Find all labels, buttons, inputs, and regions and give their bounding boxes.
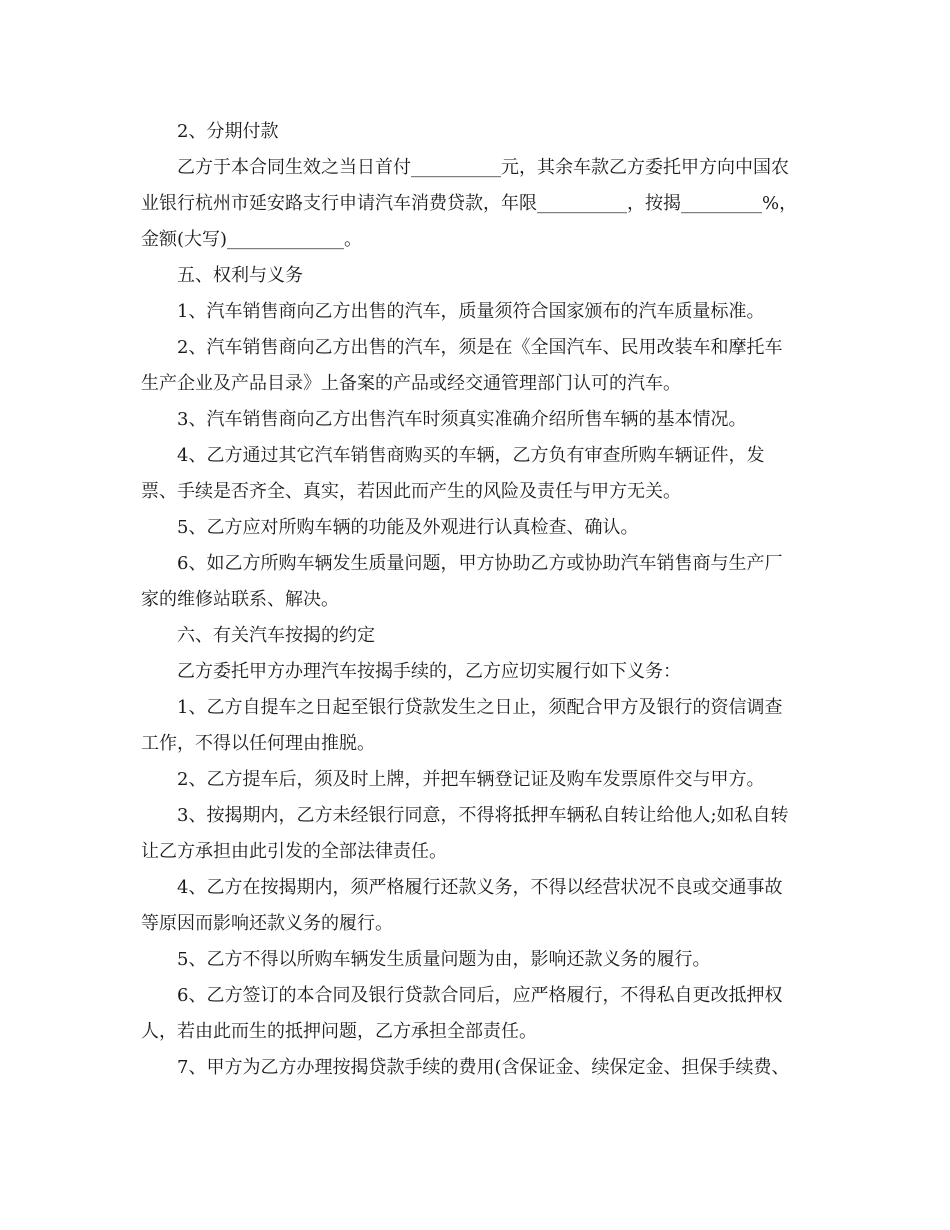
paragraph <box>141 1050 813 1086</box>
text-line: 5、乙方应对所购车辆的功能及外观进行认真检查、确认。 <box>177 517 639 538</box>
text-line: 3、按揭期内，乙方未经银行同意，不得将抵押车辆私自转让给他人;如私自转 <box>177 805 789 826</box>
paragraph <box>141 762 813 798</box>
paragraph <box>141 690 813 762</box>
paragraph <box>141 330 813 402</box>
text-line: 2、汽车销售商向乙方出售的汽车，须是在《全国汽车、民用改装车和摩托车 <box>177 337 783 358</box>
text-line: 六、有关汽车按揭的约定 <box>177 625 375 646</box>
paragraph <box>141 654 813 690</box>
text-line: 1、汽车销售商向乙方出售的汽车，质量须符合国家颁布的汽车质量标准。 <box>177 301 765 322</box>
paragraph <box>141 294 813 330</box>
paragraph <box>141 618 813 654</box>
paragraph <box>141 798 813 870</box>
text-line: 让乙方承担由此引发的全部法律责任。 <box>141 841 447 862</box>
text-line: 人，若由此而生的抵押问题，乙方承担全部责任。 <box>141 1021 537 1042</box>
paragraph <box>141 150 813 258</box>
text-line: 乙方委托甲方办理汽车按揭手续的，乙方应切实履行如下义务： <box>177 661 681 682</box>
paragraph <box>141 114 813 150</box>
paragraph <box>141 510 813 546</box>
text-line: 4、乙方通过其它汽车销售商购买的车辆，乙方负有审查所购车辆证件，发 <box>177 445 765 466</box>
text-line: 7、甲方为乙方办理按揭贷款手续的费用(含保证金、续保定金、担保手续费、 <box>177 1057 790 1078</box>
text-line: 3、汽车销售商向乙方出售汽车时须真实准确介绍所售车辆的基本情况。 <box>177 409 747 430</box>
text-line: 票、手续是否齐全、真实，若因此而产生的风险及责任与甲方无关。 <box>141 481 681 502</box>
text-line: 工作，不得以任何理由推脱。 <box>141 733 375 754</box>
text-line: 等原因而影响还款义务的履行。 <box>141 913 393 934</box>
paragraph <box>141 942 813 978</box>
paragraph <box>141 546 813 618</box>
paragraph <box>141 978 813 1050</box>
text-line: 2、乙方提车后，须及时上牌，并把车辆登记证及购车发票原件交与甲方。 <box>177 769 765 790</box>
paragraph <box>141 258 813 294</box>
text-line: 2、分期付款 <box>177 121 279 142</box>
text-line: 生产企业及产品目录》上备案的产品或经交通管理部门认可的汽车。 <box>141 373 681 394</box>
paragraph <box>141 402 813 438</box>
paragraph <box>141 870 813 942</box>
text-line: 1、乙方自提车之日起至银行贷款发生之日止，须配合甲方及银行的资信调查 <box>177 697 783 718</box>
text-line: 乙方于本合同生效之当日首付__________元，其余车款乙方委托甲方向中国农 <box>177 157 789 178</box>
text-line: 业银行杭州市延安路支行申请汽车消费贷款，年限__________，按揭_________%， <box>141 193 798 214</box>
text-line: 4、乙方在按揭期内，须严格履行还款义务，不得以经营状况不良或交通事故 <box>177 877 783 898</box>
text-line: 家的维修站联系、解决。 <box>141 589 339 610</box>
text-line: 5、乙方不得以所购车辆发生质量问题为由，影响还款义务的履行。 <box>177 949 711 970</box>
text-line: 金额(大写)_____________。 <box>141 229 363 250</box>
text-line: 五、权利与义务 <box>177 265 303 286</box>
paragraph <box>141 438 813 510</box>
text-line: 6、如乙方所购车辆发生质量问题，甲方协助乙方或协助汽车销售商与生产厂 <box>177 553 783 574</box>
text-line: 6、乙方签订的本合同及银行贷款合同后，应严格履行，不得私自更改抵押权 <box>177 985 783 1006</box>
